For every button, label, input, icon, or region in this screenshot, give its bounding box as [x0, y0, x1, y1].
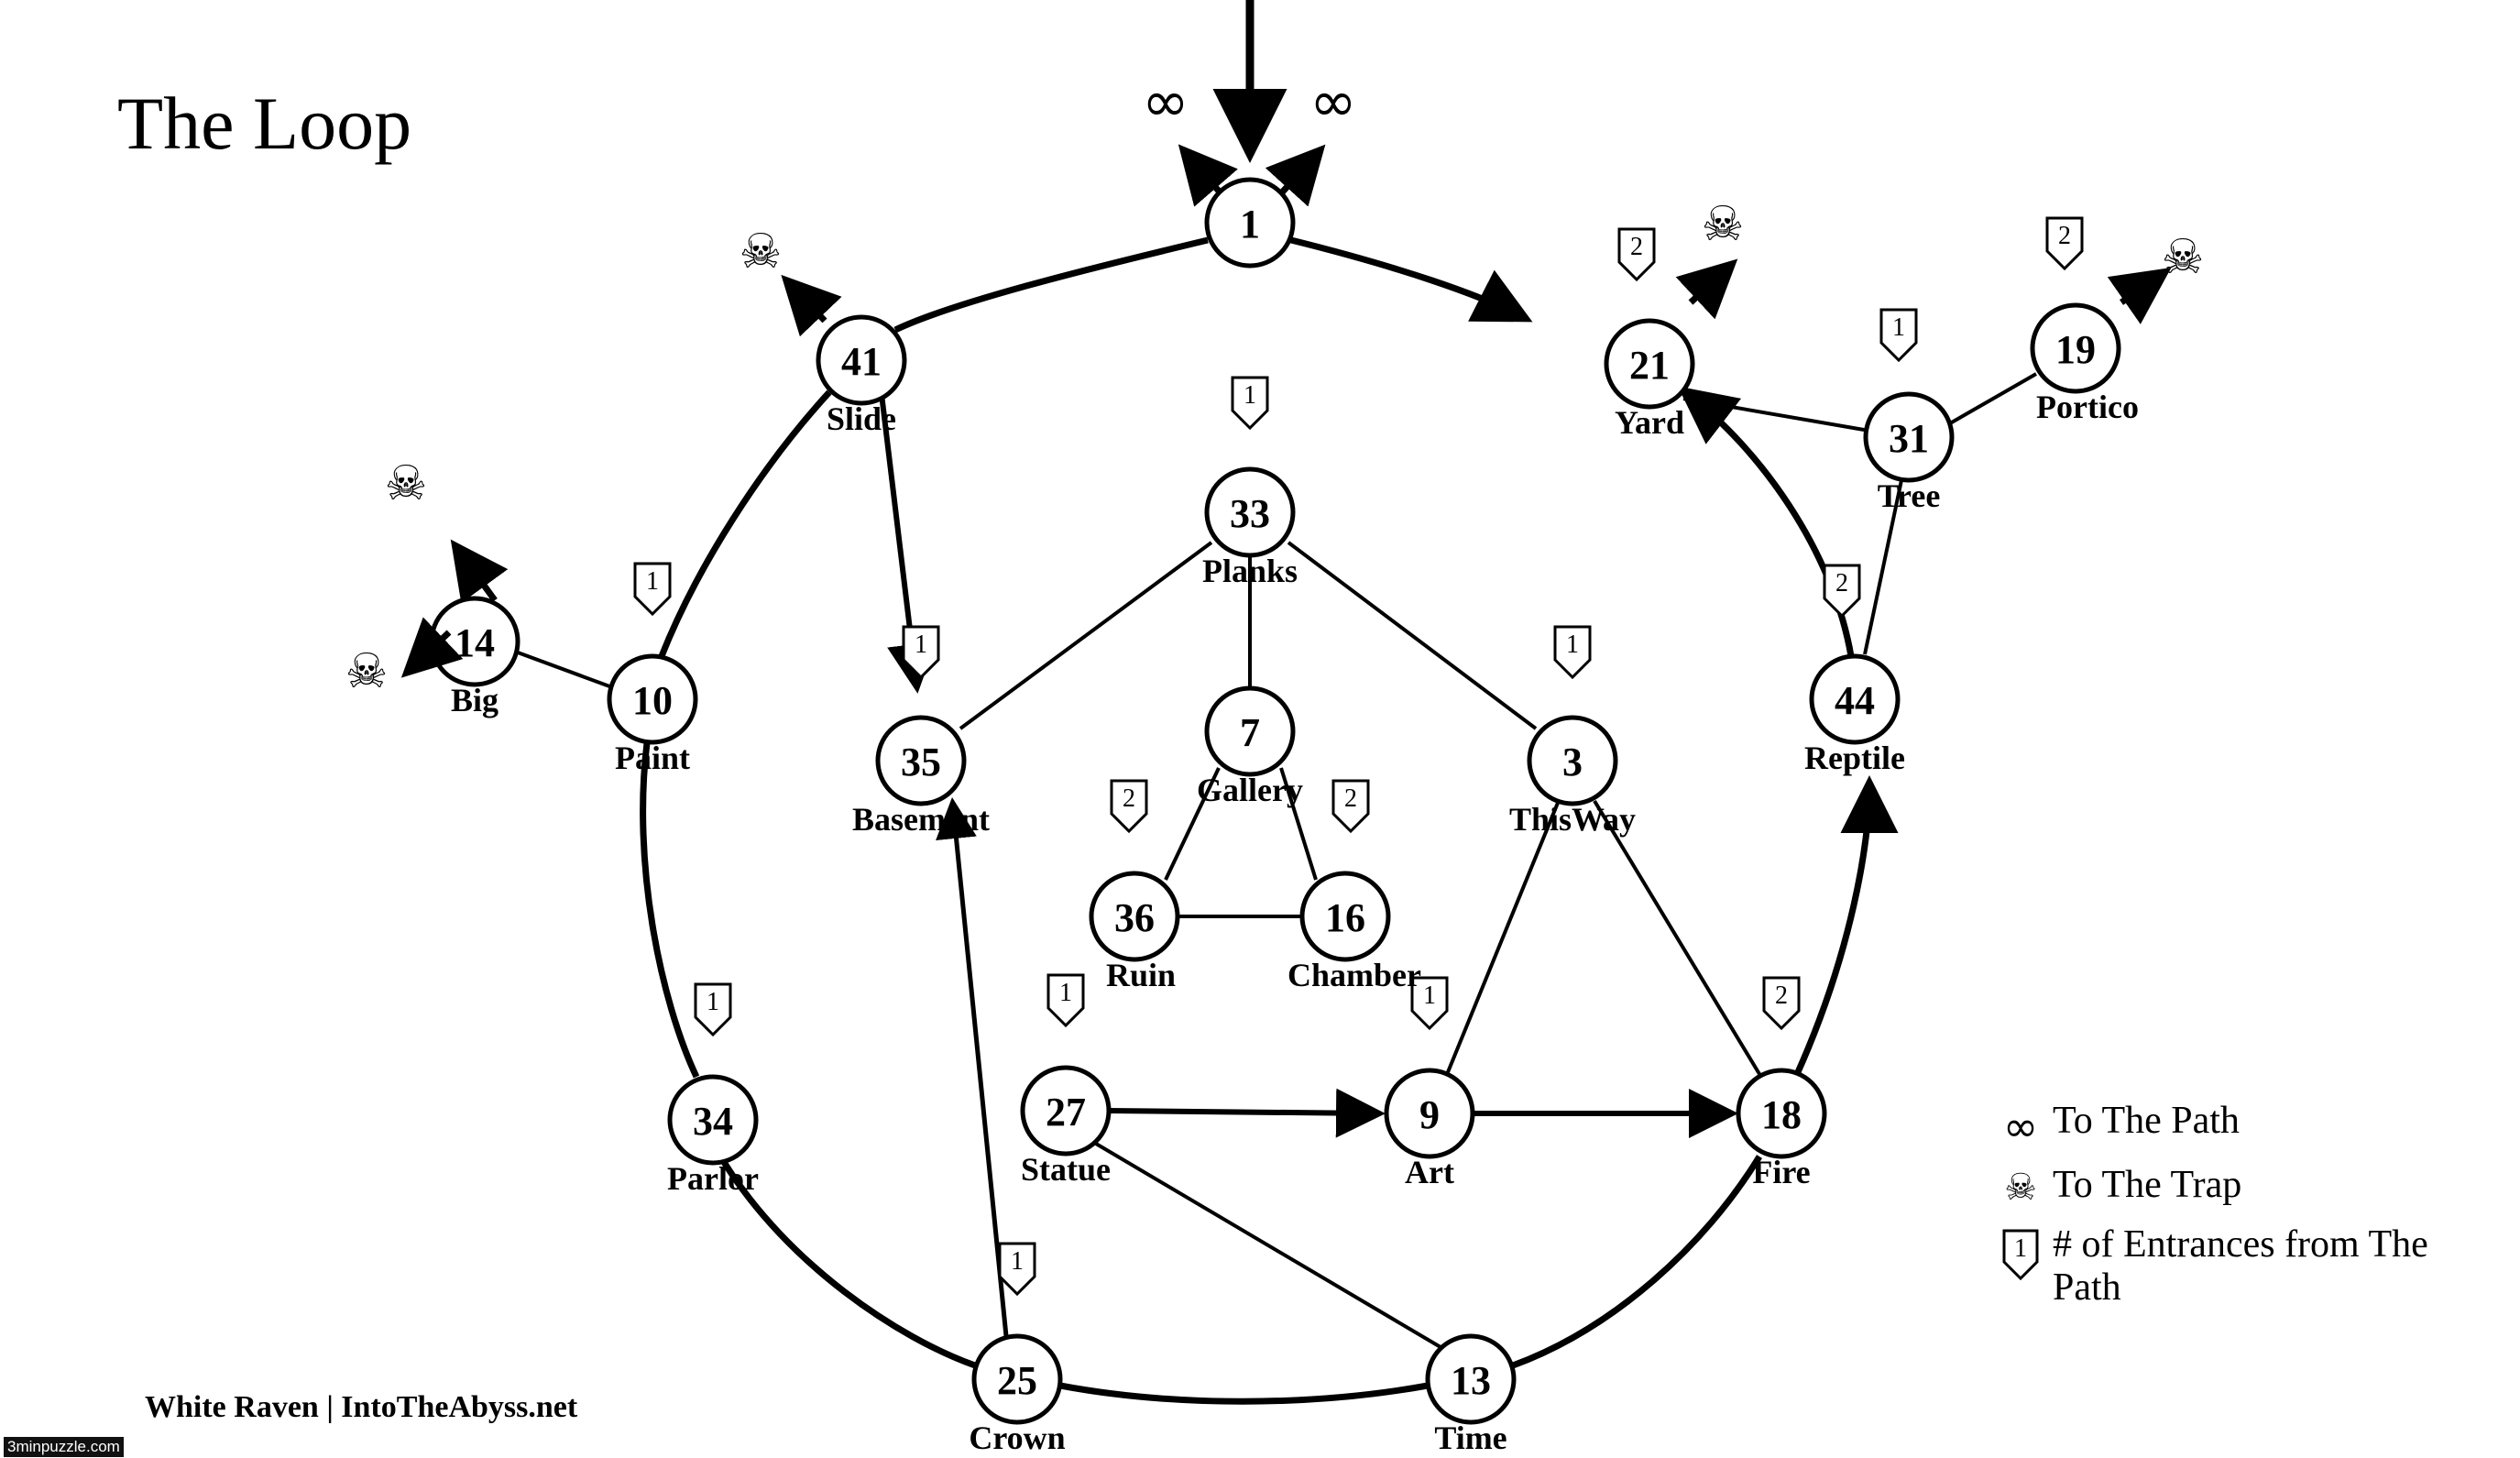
room-label-reptile: Reptile — [1804, 740, 1905, 776]
credit-line: White Raven | IntoTheAbyss.net — [145, 1390, 578, 1424]
room-label-yard: Yard — [1614, 404, 1685, 441]
skull-glyph: ☠ — [2004, 1167, 2037, 1209]
room-node-33[interactable] — [1207, 469, 1293, 555]
room-label-big: Big — [450, 682, 499, 718]
room-label-slide: Slide — [826, 400, 897, 437]
room-number: 3 — [1562, 740, 1583, 784]
room-label-paint: Paint — [614, 740, 691, 776]
room-label-chamber: Chamber — [1287, 957, 1421, 993]
room-label-crown: Crown — [969, 1420, 1066, 1456]
room-node-31[interactable] — [1866, 394, 1952, 480]
room-number: 13 — [1451, 1358, 1491, 1403]
skull-crossbones-icon — [345, 644, 389, 699]
skull-crossbones-icon — [740, 225, 783, 280]
trap-arrow — [790, 284, 825, 321]
room-number: 9 — [1419, 1092, 1440, 1137]
legend-label-path: To The Path — [2053, 1100, 2240, 1142]
entrance-count: 1 — [1059, 979, 1072, 1007]
entrance-count: 1 — [707, 988, 719, 1016]
entrance-tag-10 — [635, 564, 670, 614]
legend — [1989, 1100, 2465, 1326]
entrance-tag-21 — [1619, 229, 1654, 280]
room-label-art: Art — [1405, 1154, 1454, 1190]
room-node-41[interactable] — [818, 317, 904, 403]
room-number: 33 — [1230, 491, 1270, 536]
legend-row-path — [1989, 1100, 2465, 1151]
room-label-time: Time — [1434, 1420, 1507, 1456]
entrance-tag-3 — [1555, 627, 1590, 677]
room-number: 44 — [1835, 678, 1875, 723]
entrance-count: 1 — [646, 567, 659, 596]
entrance-count: 2 — [1123, 784, 1135, 813]
entrance-tag-16 — [1333, 781, 1368, 831]
infinity-glyph: ∞ — [2002, 1102, 2039, 1151]
svg-text:☠: ☠ — [345, 644, 389, 699]
entrance-count: 1 — [1892, 313, 1905, 342]
room-number: 7 — [1240, 710, 1260, 755]
room-label-basement: Basement — [852, 801, 990, 838]
entrance-tag-19 — [2047, 218, 2082, 269]
entrance-count: 1 — [1423, 981, 1436, 1010]
room-node-27[interactable] — [1023, 1068, 1109, 1154]
entrance-count: 1 — [915, 630, 927, 659]
entrance-count: 2 — [2058, 222, 2071, 250]
legend-label-trap: To The Trap — [2053, 1164, 2242, 1206]
room-node-10[interactable] — [609, 656, 696, 742]
room-number: 25 — [997, 1358, 1037, 1403]
room-node-7[interactable] — [1207, 688, 1293, 774]
skull-crossbones-icon — [1702, 197, 1745, 252]
skull-crossbones-icon — [1989, 1164, 2053, 1209]
legend-label-entrances: # of Entrances from The Path — [2053, 1223, 2428, 1310]
room-number: 27 — [1046, 1090, 1086, 1135]
page-title: The Loop — [117, 82, 412, 165]
entrance-tag-35 — [904, 627, 938, 677]
room-label-portico: Portico — [2036, 389, 2139, 425]
room-node-9[interactable] — [1386, 1070, 1473, 1157]
infinity-icon: ∞ — [1309, 68, 1357, 135]
room-label-parlor: Parlor — [667, 1160, 759, 1197]
room-node-3[interactable] — [1529, 718, 1616, 804]
room-label-thisway: ThisWay — [1508, 801, 1637, 838]
entrance-tag-31 — [1881, 310, 1916, 360]
room-number: 31 — [1889, 416, 1929, 461]
infinity-icon — [1989, 1100, 2053, 1151]
trap-arrow — [1691, 268, 1728, 302]
entrance-count: 2 — [1775, 981, 1788, 1010]
room-number: 14 — [455, 620, 495, 665]
room-number: 36 — [1114, 895, 1155, 940]
room-label-fire: Fire — [1752, 1154, 1811, 1190]
infinity-icon: ∞ — [1142, 68, 1189, 135]
room-node-25[interactable] — [974, 1336, 1060, 1422]
room-node-18[interactable] — [1738, 1070, 1824, 1157]
svg-text:☠: ☠ — [739, 225, 783, 280]
room-number: 35 — [901, 740, 941, 784]
room-node-14[interactable] — [432, 598, 518, 685]
room-label-ruin: Ruin — [1105, 957, 1177, 993]
entrance-tag-33 — [1233, 378, 1267, 428]
room-node-1[interactable] — [1207, 180, 1293, 266]
entrance-count: 2 — [1835, 569, 1848, 597]
entrance-tag-25 — [1000, 1244, 1035, 1294]
room-node-35[interactable] — [878, 718, 964, 804]
legend-row-trap — [1989, 1164, 2465, 1207]
room-node-34[interactable] — [670, 1077, 756, 1163]
svg-text:☠: ☠ — [2161, 230, 2205, 285]
room-label-gallery: Gallery — [1197, 772, 1303, 808]
entrance-tag-36 — [1112, 781, 1146, 831]
entrance-count: 1 — [1566, 630, 1579, 659]
entrance-tag-34 — [696, 984, 730, 1035]
skull-crossbones-icon — [385, 456, 428, 511]
entrance-count: 1 — [1244, 381, 1256, 410]
legend-row-entrances — [1989, 1223, 2465, 1310]
room-number: 21 — [1629, 343, 1670, 388]
marker-layer — [345, 68, 2205, 699]
entrance-tag-27 — [1048, 975, 1083, 1025]
room-label-statue: Statue — [1021, 1151, 1111, 1188]
watermark: 3minpuzzle.com — [4, 1437, 124, 1457]
room-label-tree: Tree — [1877, 477, 1941, 514]
room-node-36[interactable] — [1091, 873, 1178, 959]
room-label-planks: Planks — [1201, 553, 1298, 589]
room-node-13[interactable] — [1428, 1336, 1514, 1422]
entrance-count: 1 — [1011, 1247, 1024, 1276]
entrance-tag-number: 1 — [2014, 1234, 2027, 1264]
trap-arrow — [458, 550, 495, 600]
room-node-19[interactable] — [2032, 305, 2119, 391]
room-number: 18 — [1761, 1092, 1802, 1137]
room-number: 16 — [1325, 895, 1365, 940]
room-number: 1 — [1240, 202, 1260, 247]
entrance-tag-18 — [1764, 978, 1799, 1028]
svg-text:☠: ☠ — [1701, 197, 1745, 252]
entrance-count: 2 — [1344, 784, 1357, 813]
trap-arrow — [2121, 275, 2161, 302]
room-number: 19 — [2055, 327, 2096, 372]
entrance-tag-44 — [1824, 565, 1859, 616]
svg-text:☠: ☠ — [384, 456, 428, 511]
room-node-16[interactable] — [1302, 873, 1388, 959]
room-number: 41 — [841, 339, 882, 384]
room-node-44[interactable] — [1812, 656, 1898, 742]
room-number: 34 — [693, 1099, 733, 1144]
room-node-21[interactable] — [1606, 321, 1693, 407]
entrance-tag-icon — [1989, 1223, 2053, 1282]
room-number: 10 — [632, 678, 673, 723]
entrance-count: 2 — [1630, 233, 1643, 261]
skull-crossbones-icon — [2162, 230, 2205, 285]
